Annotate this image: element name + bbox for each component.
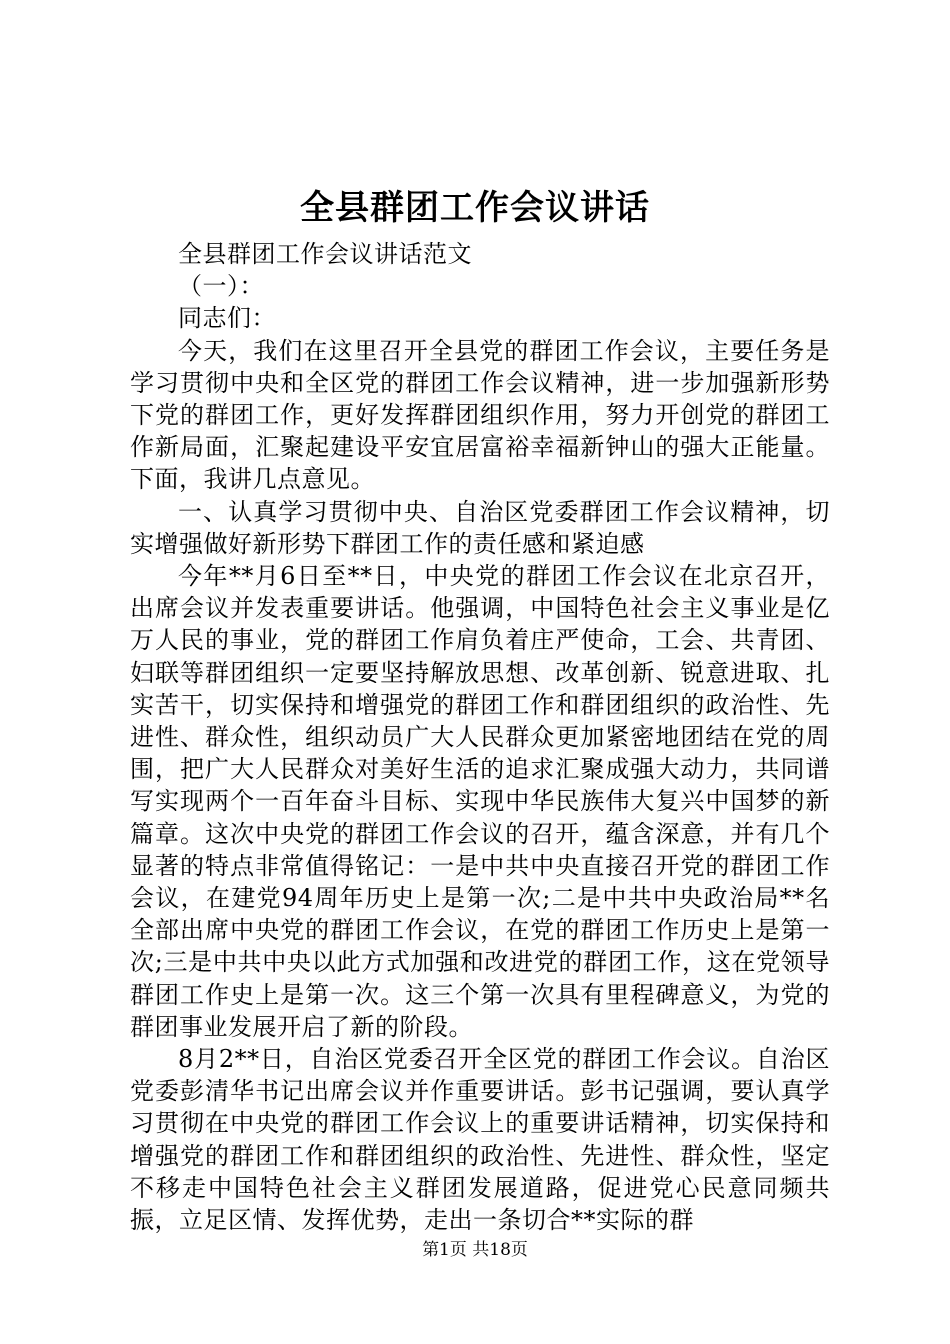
document-body <box>130 238 830 1236</box>
paragraph-subtitle: 全县群团工作会议讲话范文 <box>178 240 472 268</box>
paragraph-central-meeting: 今年**月6日至**日，中央党的群团工作会议在北京召开，出席会议并发表重要讲话。他强调，中国特色社会主义事业是亿万人民的事业，党的群团工作肩负着庄严使命，工会、共青团、妇联等群团组织一定要坚持解放思想、改革创新、锐意进取、扎实苦干，切实保持和增强党的群团工作和群团组织的政治性、先进性、群众性，组织动员广大人民群众更加紧密地团结在党的周围，把广大人民群众对美好生活的追求汇聚成强大动力，共同谱写实现两个一百年奋斗目标、实现中华民族伟大复兴中国梦的新篇章。这次中央党的群团工作会议的召开，蕴含深意，并有几个显著的特点非常值得铭记：一是中共中央直接召开党的群团工作会议，在建党94周年历史上是第一次;二是中共中央政治局**名全部出席中央党的群团工作会议，在党的群团工作历史上是第一次;三是中共中央以此方式加强和改进党的群团工作，这在党领导群团工作史上是第一次。这三个第一次具有里程碑意义，为党的群团事业发展开启了新的阶段。 <box>130 562 830 1041</box>
page-number-footer: 第1页 共18页 <box>422 1240 528 1260</box>
paragraph-heading-one: 一、认真学习贯彻中央、自治区党委群团工作会议精神，切实增强做好新形势下群团工作的责任感和紧迫感 <box>130 497 830 558</box>
paragraph-intro: 今天，我们在这里召开全县党的群团工作会议，主要任务是学习贯彻中央和全区党的群团工作会议精神，进一步加强新形势下党的群团工作，更好发挥群团组织作用，努力开创党的群团工作新局面，汇聚起建设平安宜居富裕幸福新钟山的强大正能量。下面，我讲几点意见。 <box>130 336 830 494</box>
paragraph-regional-meeting: 8月2**日，自治区党委召开全区党的群团工作会议。自治区党委彭清华书记出席会议并作重要讲话。彭书记强调，要认真学习贯彻在中央党的群团工作会议上的重要讲话精神，切实保持和增强党的群团工作和群团组织的政治性、先进性、群众性，坚定不移走中国特色社会主义群团发展道路，促进党心民意同频共振，立足区情、发挥优势，走出一条切合**实际的群 <box>130 1045 830 1235</box>
paragraph-salutation: 同志们： <box>178 304 276 333</box>
document-title: 全县群团工作会议讲话 <box>300 188 650 228</box>
paragraph-section-marker: （一）： <box>178 272 264 301</box>
